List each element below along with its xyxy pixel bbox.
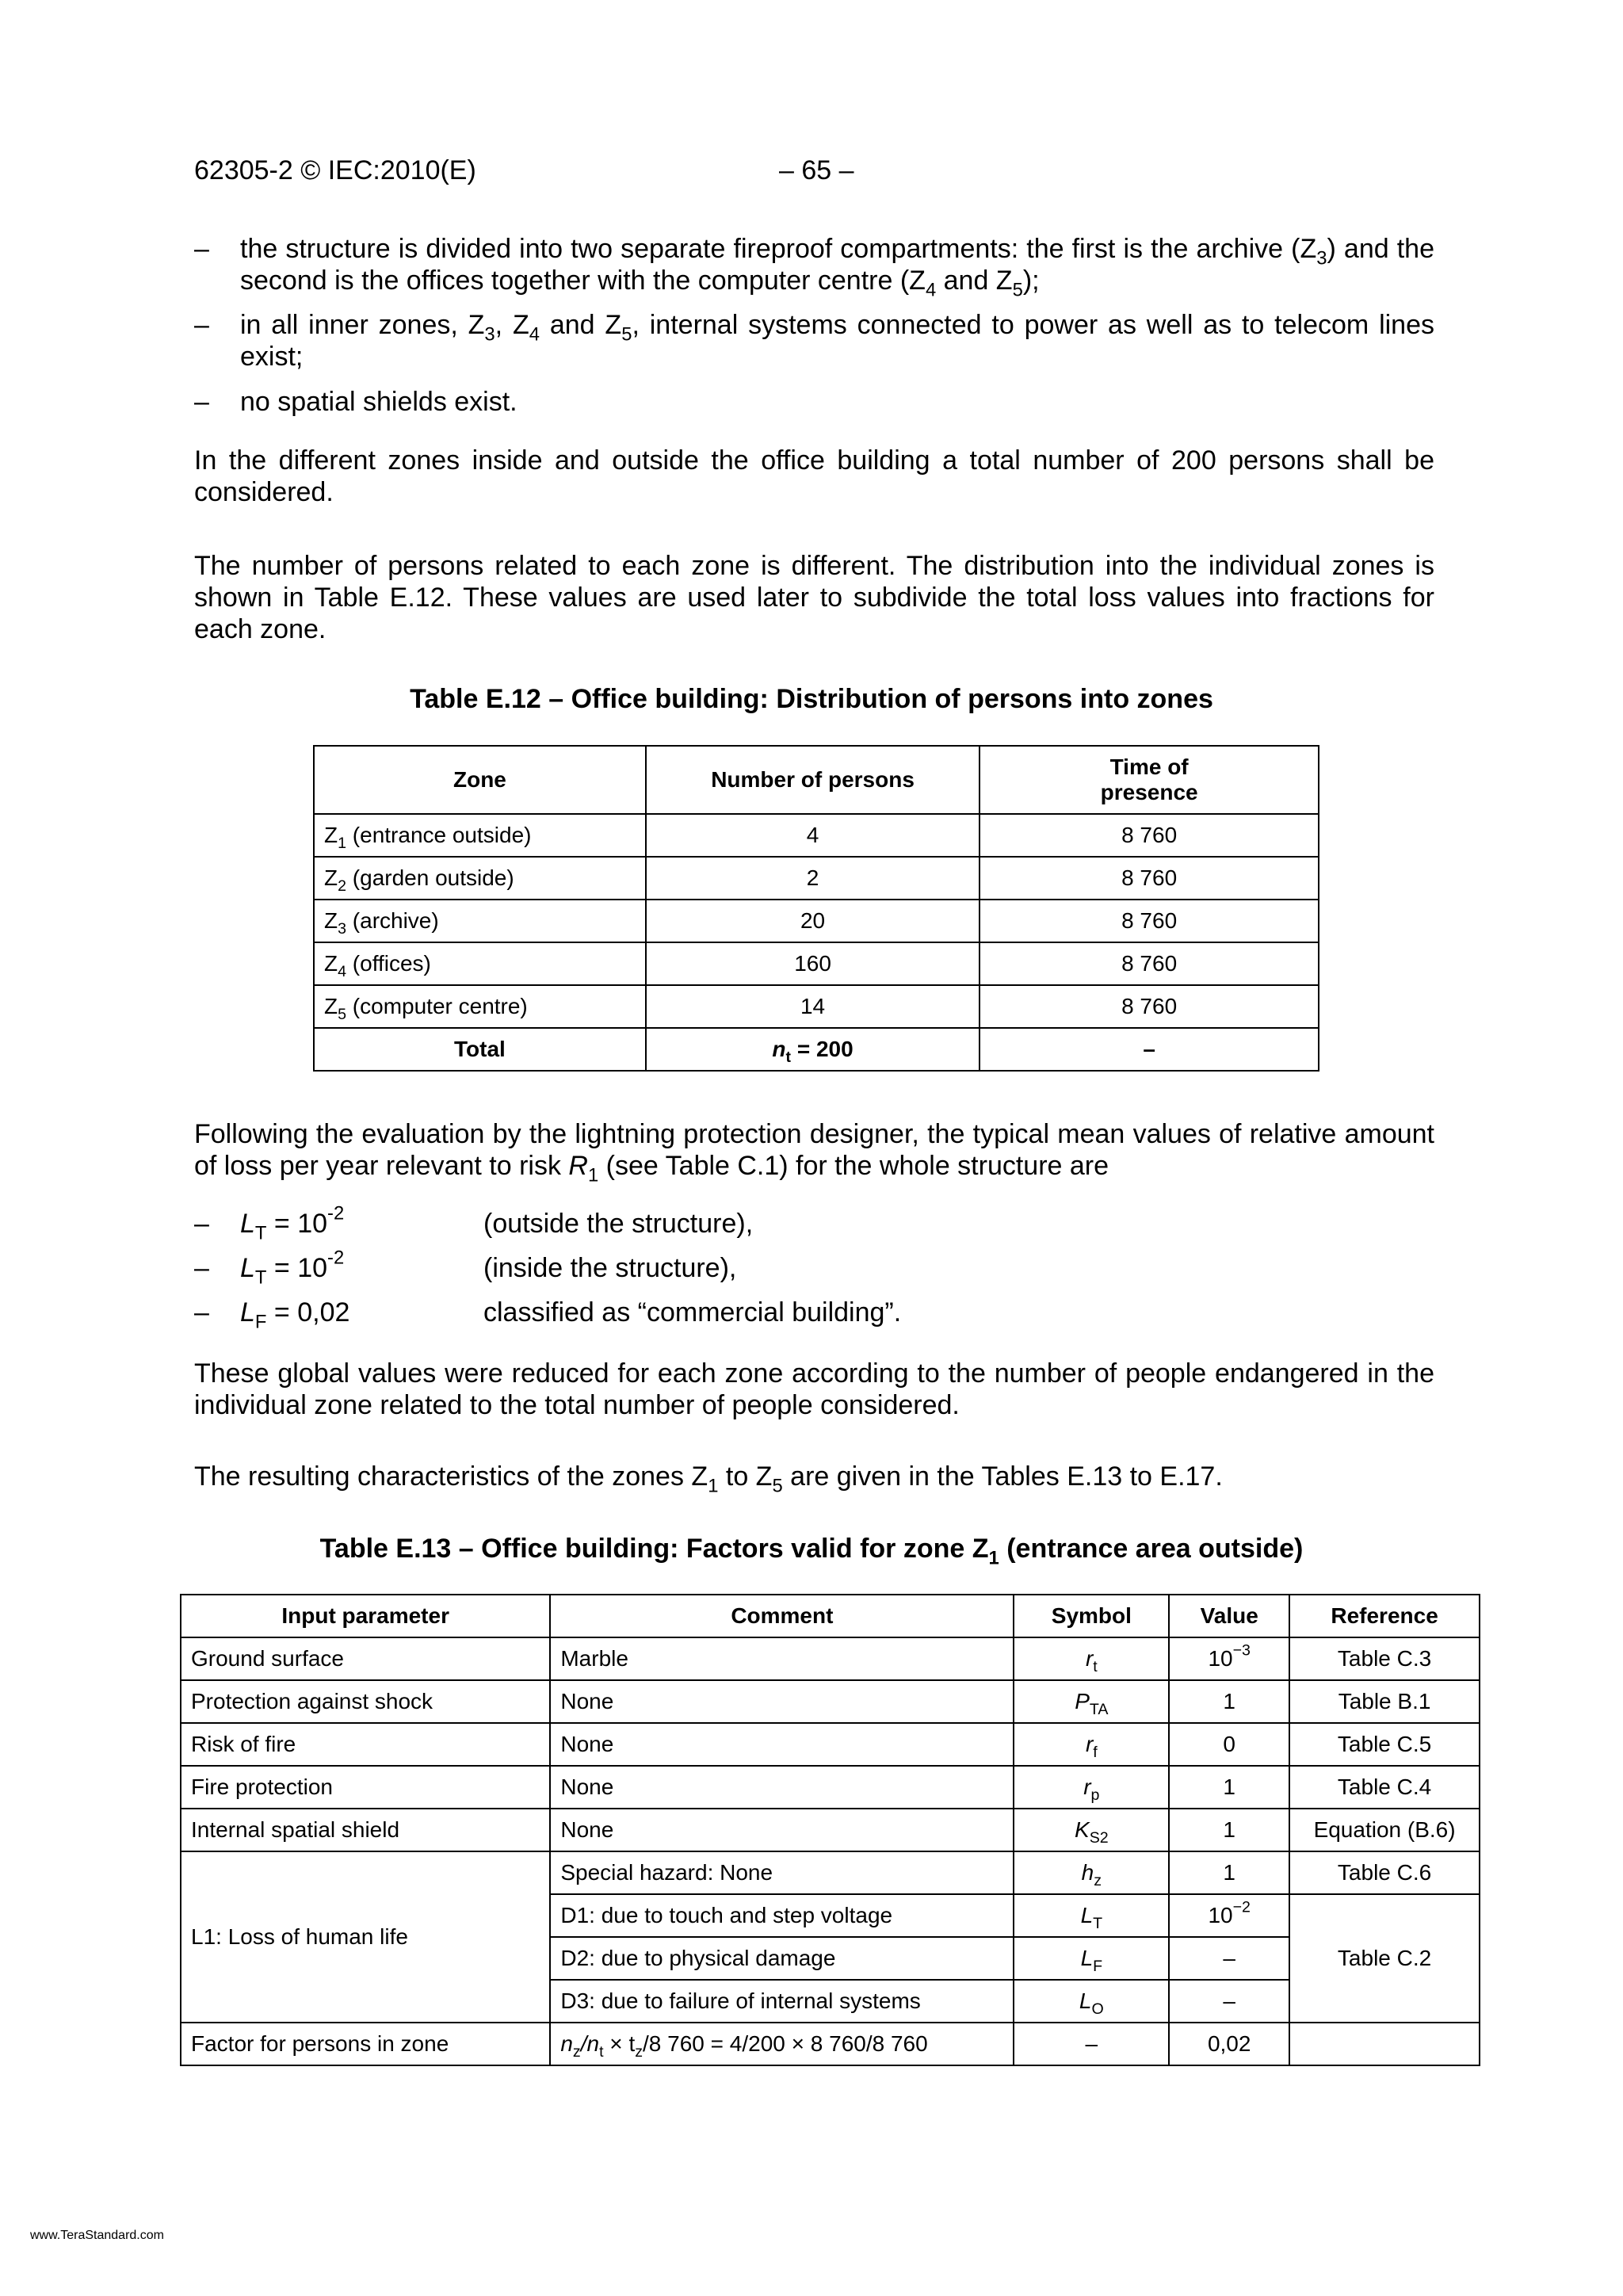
table-row: $Z_1$ (entrance outside) 4 8 760 (314, 814, 1319, 857)
column-header: Reference (1289, 1595, 1480, 1637)
table-e12 (313, 745, 1319, 1072)
column-header: Zone (314, 746, 646, 814)
list-item: – $L_T = 10^{-2}$ (outside the structure), (194, 1202, 754, 1244)
table-row: $Z_2$ (garden outside) 2 8 760 (314, 857, 1319, 900)
list-item: – no spatial shields exist. (194, 387, 517, 417)
table-caption: Table E.13 – Office building: Factors valid for zone $Z_1$ (entrance area outside) (319, 1534, 1304, 1569)
table-row: D3: due to failure of internal systems $L_O$ – (181, 1980, 1480, 2023)
column-header: Comment (550, 1595, 1014, 1637)
column-header: Number of persons (646, 746, 980, 814)
table-e13 (180, 1594, 1480, 2066)
paragraph: The number of persons related to each zone is different. The distribution into the individual zones is shown in Table E.12. These values are used later to subdivide the total loss values into fractions for each zone. (194, 551, 1434, 644)
list-item: – in all inner zones, $Z_3$, $Z_4$ and $Z_5$, internal systems connected to power as well as to telecom lines exist; (194, 310, 1435, 372)
doc-header-id: 62305-2 © IEC:2010(E) (194, 155, 476, 185)
table-row: D2: due to physical damage $L_F$ – (181, 1937, 1480, 1980)
table-row: Risk of fire None $r_f$ 0 Table C.5 (181, 1723, 1480, 1766)
page-number: – 65 – (779, 155, 854, 185)
table-row: $Z_4$ (offices) 160 8 760 (314, 942, 1319, 985)
paragraph: These global values were reduced for each zone according to the number of people endangered in the individual zone related to the total number of people considered. (194, 1358, 1434, 1420)
table-total-row: Total $n_t = 200$ – (314, 1028, 1319, 1071)
table-header-row (314, 746, 1319, 814)
list-item: – the structure is divided into two separate fireproof compartments: the first is the archive $(Z_3)$ and the second is the offices together with the computer centre ($Z_4$ and $Z_5$); (194, 234, 1434, 301)
column-header: Symbol (1014, 1595, 1169, 1637)
paragraph: Following the evaluation by the lightning protection designer, the typical mean values of relative amount of loss per year relevant to risk $R_1$ (see Table C.1) for the whole structure are (194, 1119, 1434, 1186)
table-header-row (181, 1595, 1480, 1637)
table-row: $Z_5$ (computer centre) 14 8 760 (314, 985, 1319, 1028)
table-row: $Z_3$ (archive) 20 8 760 (314, 900, 1319, 942)
table-row: Fire protection None $r_p$ 1 Table C.4 (181, 1766, 1480, 1809)
table-row: Factor for persons in zone $n_z/n_t \times t_z/8$ 760 = 4/200 × 8 760/8 760 – 0,02 (181, 2023, 1480, 2065)
table-row: D1: due to touch and step voltage $L_T$ $10^{-2}$ Table C.2 (181, 1894, 1480, 1937)
table-row: Protection against shock None $P_{TA}$ 1 Table B.1 (181, 1680, 1480, 1723)
paragraph: In the different zones inside and outside the office building a total number of 200 persons shall be considered. (194, 445, 1434, 507)
table-caption: Table E.12 – Office building: Distribution of persons into zones (410, 684, 1213, 714)
table-row: Ground surface Marble $r_t$ $10^{-3}$ Table C.3 (181, 1637, 1480, 1680)
table-row: Internal spatial shield None $K_{S2}$ 1 Equation (B.6) (181, 1809, 1480, 1851)
footer-url: www.TeraStandard.com (30, 2229, 164, 2242)
column-header: Input parameter (181, 1595, 550, 1637)
list-item: – $L_T = 10^{-2}$ (inside the structure), (194, 1247, 737, 1289)
column-header: Value (1169, 1595, 1289, 1637)
column-header: Time of presence (980, 746, 1319, 814)
list-item: – $L_F = 0,02$ classified as “commercial building”. (194, 1297, 902, 1333)
table-row: L1: Loss of human life Special hazard: None $h_z$ 1 Table C.6 (181, 1851, 1480, 1894)
paragraph: The resulting characteristics of the zones $Z_1$ to $Z_5$ are given in the Tables E.13 to E.17. (194, 1461, 1223, 1497)
